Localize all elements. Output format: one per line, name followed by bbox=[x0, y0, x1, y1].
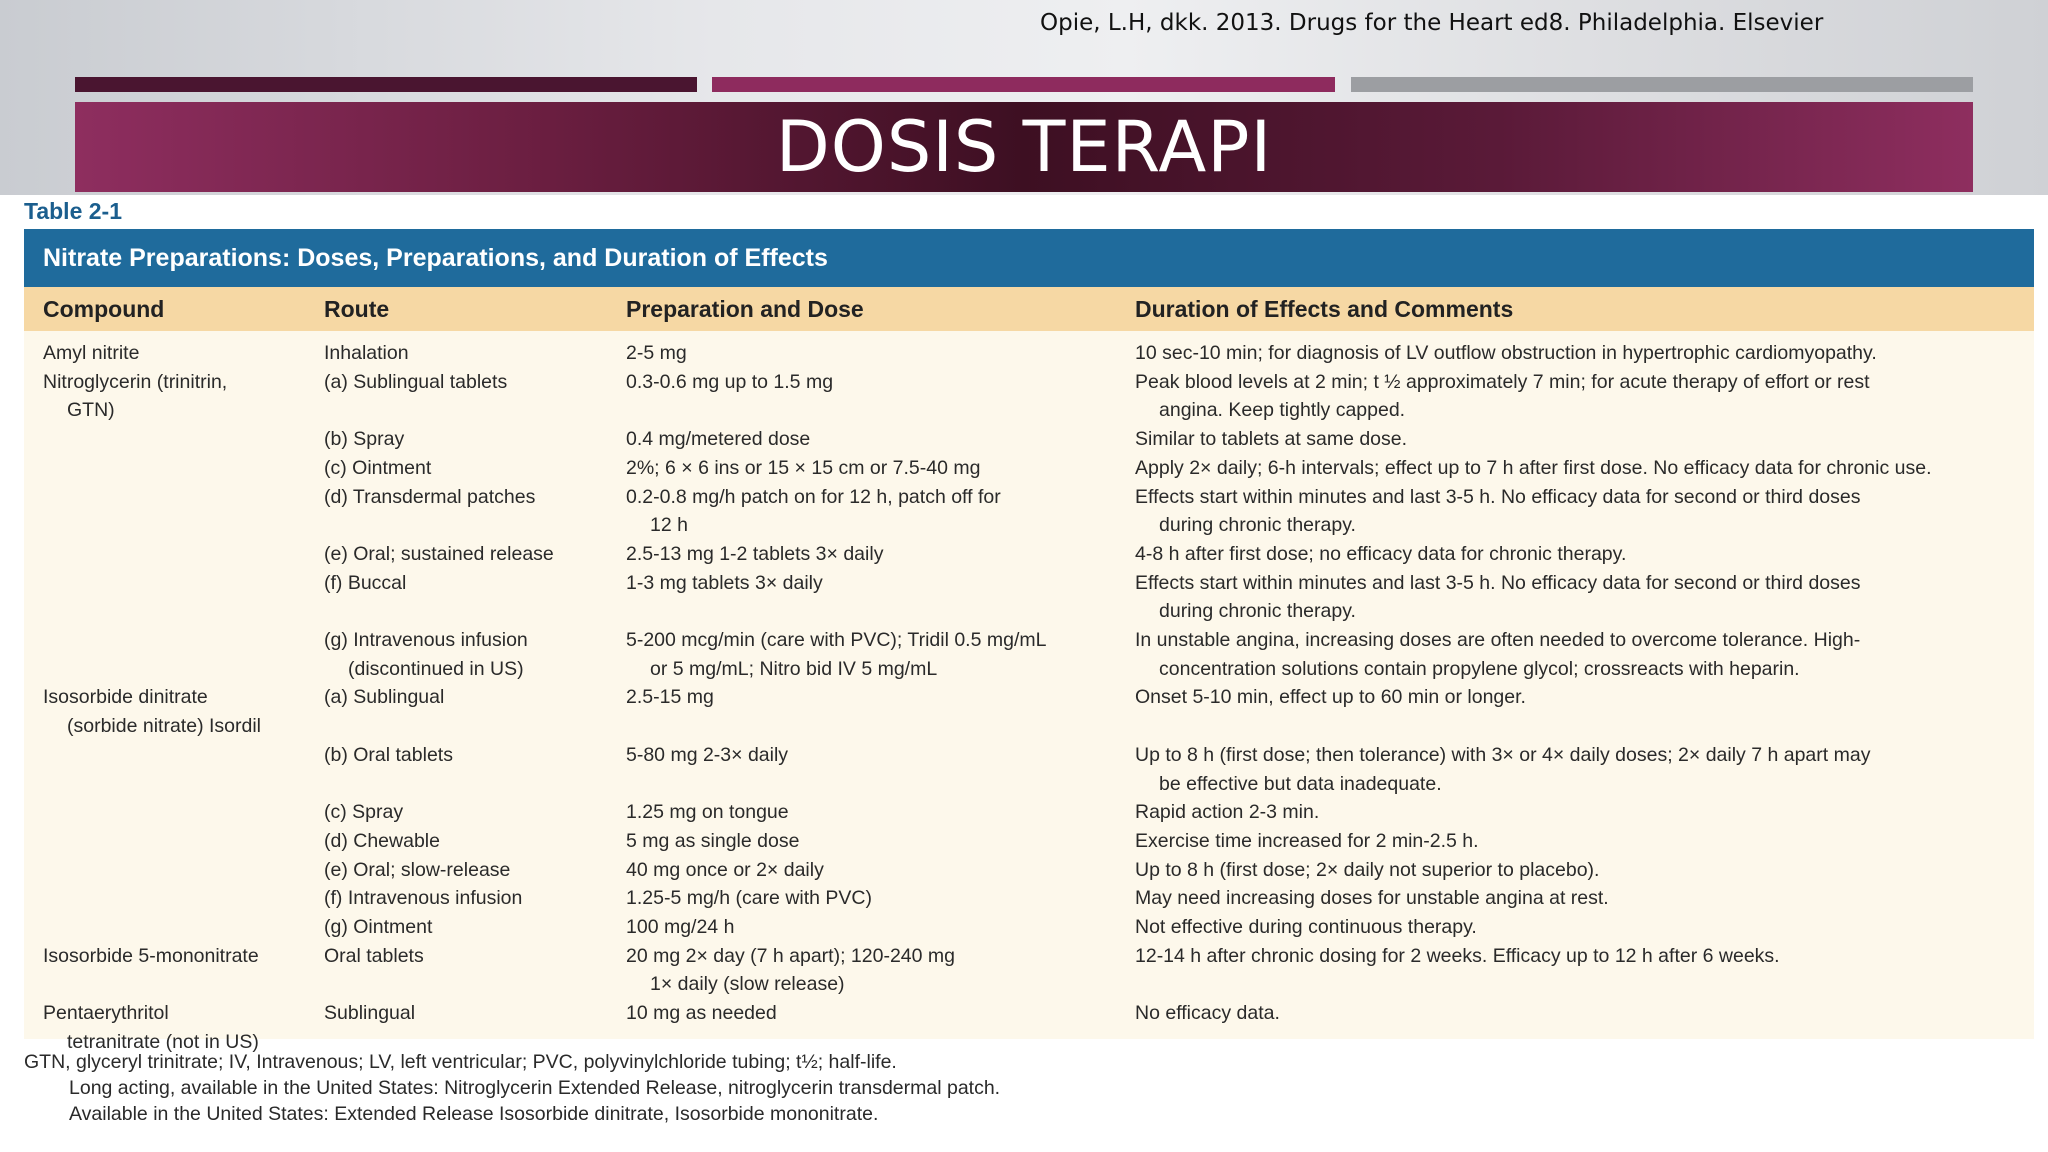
compound-cell: Isosorbide dinitrate bbox=[43, 686, 208, 709]
comments-cell: Onset 5-10 min, effect up to 60 min or longer. bbox=[1135, 686, 1526, 709]
header-route: Route bbox=[324, 296, 390, 322]
comments-cell: In unstable angina, increasing doses are often needed to overcome tolerance. High- bbox=[1135, 629, 1861, 651]
comments-cell: 4-8 h after first dose; no efficacy data for chronic therapy. bbox=[1135, 542, 1627, 565]
route-cell: (d) Chewable bbox=[324, 829, 440, 852]
route-cell: (e) Oral; slow-release bbox=[324, 858, 511, 881]
dose-cell: 10 mg as needed bbox=[626, 1002, 777, 1025]
slide-title: DOSIS TERAPI bbox=[75, 102, 1973, 192]
route-cell: (d) Transdermal patches bbox=[324, 485, 536, 508]
route-cell: (c) Spray bbox=[324, 801, 404, 824]
footnote-long-acting: Long acting, available in the United States: Nitroglycerin Extended Release, nitroglycerin transdermal patch. bbox=[69, 1077, 1001, 1099]
route-cell: (discontinued in US) bbox=[348, 657, 524, 680]
comments-cell: concentration solutions contain propylene glycol; crossreacts with heparin. bbox=[1159, 657, 1800, 680]
route-cell: (a) Sublingual bbox=[324, 686, 445, 709]
route-cell: (f) Intravenous infusion bbox=[324, 887, 523, 910]
dose-cell: 100 mg/24 h bbox=[626, 916, 735, 938]
comments-cell: Rapid action 2-3 min. bbox=[1135, 801, 1320, 824]
comments-cell: 12-14 h after chronic dosing for 2 weeks. Efficacy up to 12 h after 6 weeks. bbox=[1135, 944, 1780, 967]
table-label: Table 2-1 bbox=[24, 198, 122, 224]
dose-cell: or 5 mg/mL; Nitro bid IV 5 mg/mL bbox=[650, 657, 938, 680]
route-cell: (g) Intravenous infusion bbox=[324, 629, 528, 651]
dose-cell: 40 mg once or 2× daily bbox=[626, 858, 824, 881]
dose-cell: 1.25 mg on tongue bbox=[626, 801, 789, 824]
dose-cell: 1.25-5 mg/h (care with PVC) bbox=[626, 887, 873, 910]
table-header-row bbox=[24, 287, 2034, 331]
citation: Opie, L.H, dkk. 2013. Drugs for the Heart ed8. Philadelphia. Elsevier bbox=[1040, 10, 1824, 36]
accent-bar-gray bbox=[1351, 77, 1973, 92]
footnote-abbreviations: GTN, glyceryl trinitrate; IV, Intravenous; LV, left ventricular; PVC, polyvinylchloride tubing; t½; half-life. bbox=[24, 1051, 897, 1073]
comments-cell: be effective but data inadequate. bbox=[1159, 772, 1442, 795]
comments-cell: during chronic therapy. bbox=[1159, 600, 1356, 623]
comments-cell: Effects start within minutes and last 3-5 h. No efficacy data for second or third doses bbox=[1135, 571, 1861, 594]
dose-cell: 0.4 mg/metered dose bbox=[626, 428, 811, 451]
route-cell: (b) Spray bbox=[324, 428, 405, 451]
comments-cell: May need increasing doses for unstable angina at rest. bbox=[1135, 887, 1609, 910]
dose-cell: 2-5 mg bbox=[626, 342, 687, 364]
header-duration-comments: Duration of Effects and Comments bbox=[1135, 296, 1514, 322]
comments-cell: Up to 8 h (first dose; 2× daily not superior to placebo). bbox=[1135, 858, 1600, 881]
compound-cell: GTN) bbox=[67, 399, 115, 422]
dose-cell: 1× daily (slow release) bbox=[650, 973, 845, 996]
route-cell: (e) Oral; sustained release bbox=[324, 542, 554, 565]
compound-cell: Amyl nitrite bbox=[43, 342, 140, 364]
comments-cell: Apply 2× daily; 6-h intervals; effect up to 7 h after first dose. No efficacy data for chronic use. bbox=[1135, 456, 1932, 479]
comments-cell: Effects start within minutes and last 3-5 h. No efficacy data for second or third doses bbox=[1135, 485, 1861, 508]
compound-cell: (sorbide nitrate) Isordil bbox=[67, 715, 261, 738]
dose-cell: 5-80 mg 2-3× daily bbox=[626, 743, 789, 766]
route-cell: (b) Oral tablets bbox=[324, 743, 453, 766]
route-cell: Inhalation bbox=[324, 342, 409, 364]
compound-cell: Nitroglycerin (trinitrin, bbox=[43, 370, 228, 393]
dose-cell: 1-3 mg tablets 3× daily bbox=[626, 571, 823, 594]
footnote-available-us: Available in the United States: Extended Release Isosorbide dinitrate, Isosorbide mononitrate. bbox=[69, 1103, 879, 1125]
comments-cell: Peak blood levels at 2 min; t ½ approximately 7 min; for acute therapy of effort or rest bbox=[1135, 370, 1870, 393]
dose-cell: 5-200 mcg/min (care with PVC); Tridil 0.5 mg/mL bbox=[626, 629, 1047, 651]
dose-cell: 5 mg as single dose bbox=[626, 829, 800, 852]
comments-cell: angina. Keep tightly capped. bbox=[1159, 399, 1406, 422]
dose-cell: 12 h bbox=[650, 514, 688, 537]
comments-cell: Similar to tablets at same dose. bbox=[1135, 428, 1408, 451]
dose-cell: 0.2-0.8 mg/h patch on for 12 h, patch off for bbox=[626, 485, 1001, 508]
dose-cell: 2%; 6 × 6 ins or 15 × 15 cm or 7.5-40 mg bbox=[626, 456, 981, 479]
route-cell: (a) Sublingual tablets bbox=[324, 370, 508, 393]
compound-cell: Pentaerythritol bbox=[43, 1002, 169, 1025]
accent-bar-magenta bbox=[712, 77, 1335, 92]
accent-bar-dark bbox=[75, 77, 697, 92]
route-cell: Oral tablets bbox=[324, 944, 424, 967]
route-cell: (c) Ointment bbox=[324, 456, 432, 479]
comments-cell: Up to 8 h (first dose; then tolerance) with 3× or 4× daily doses; 2× daily 7 h apart may bbox=[1135, 743, 1871, 766]
dose-cell: 0.3-0.6 mg up to 1.5 mg bbox=[626, 370, 834, 393]
comments-cell: 10 sec-10 min; for diagnosis of LV outflow obstruction in hypertrophic cardiomyopathy. bbox=[1135, 342, 1877, 364]
comments-cell: during chronic therapy. bbox=[1159, 514, 1356, 537]
header-preparation-dose: Preparation and Dose bbox=[626, 296, 864, 322]
compound-cell: tetranitrate (not in US) bbox=[67, 1030, 259, 1053]
comments-cell: No efficacy data. bbox=[1135, 1002, 1280, 1025]
header-compound: Compound bbox=[43, 296, 165, 322]
dose-cell: 2.5-13 mg 1-2 tablets 3× daily bbox=[626, 542, 884, 565]
dose-cell: 20 mg 2× day (7 h apart); 120-240 mg bbox=[626, 944, 955, 967]
comments-cell: Not effective during continuous therapy. bbox=[1135, 916, 1477, 938]
route-cell: Sublingual bbox=[324, 1002, 416, 1025]
compound-cell: Isosorbide 5-mononitrate bbox=[43, 944, 259, 967]
comments-cell: Exercise time increased for 2 min-2.5 h. bbox=[1135, 829, 1479, 852]
route-cell: (f) Buccal bbox=[324, 571, 407, 594]
dose-cell: 2.5-15 mg bbox=[626, 686, 714, 709]
table-title: Nitrate Preparations: Doses, Preparations, and Duration of Effects bbox=[24, 229, 2034, 287]
table-footnotes bbox=[24, 1049, 1000, 1127]
route-cell: (g) Ointment bbox=[324, 916, 433, 938]
